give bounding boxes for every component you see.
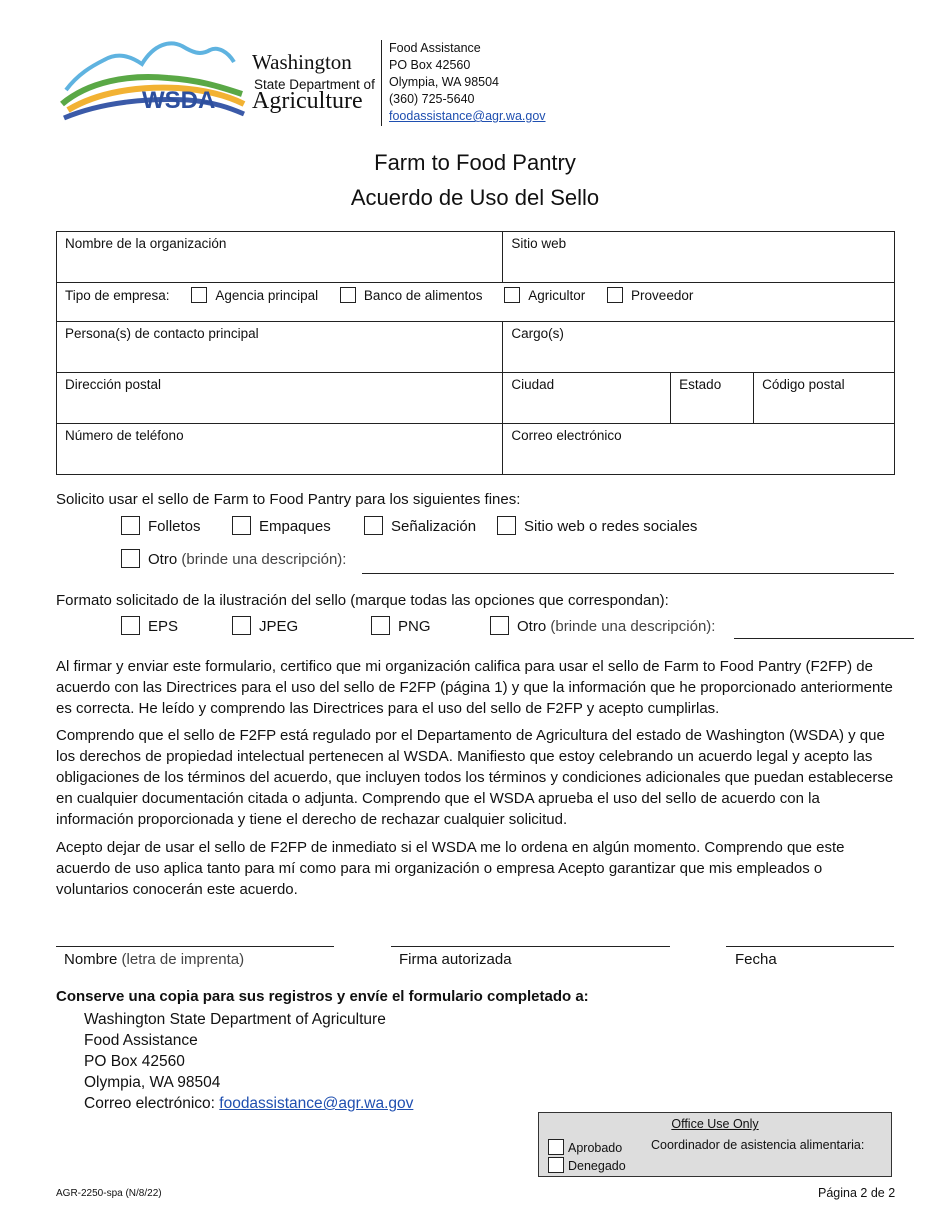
contact-person-field[interactable] bbox=[57, 322, 503, 373]
name-caption bbox=[64, 949, 244, 970]
date-line[interactable] bbox=[726, 946, 894, 947]
format-other bbox=[490, 616, 715, 637]
name-label: Nombre bbox=[64, 951, 118, 968]
office-title: Office Use Only bbox=[671, 1117, 759, 1131]
mailing-line1: Washington State Department of Agriculture bbox=[84, 1011, 386, 1028]
mailing-email-link[interactable]: foodassistance@agr.wa.gov bbox=[219, 1095, 414, 1112]
mailing-line4: Olympia, WA 98504 bbox=[84, 1074, 221, 1091]
format-other-label: Otro bbox=[517, 618, 547, 635]
signature-label: Firma autorizada bbox=[399, 951, 512, 968]
mailing-email-label: Correo electrónico: bbox=[84, 1095, 215, 1112]
contact-box: PO Box 42560 bbox=[389, 58, 471, 72]
mailing-instruction: Conserve una copia para sus registros y envíe el formulario completado a: bbox=[56, 988, 589, 1005]
jpeg-label: JPEG bbox=[259, 618, 299, 635]
position-field[interactable] bbox=[503, 322, 895, 373]
signage-label: Señalización bbox=[391, 518, 477, 535]
denied-label: Denegado bbox=[568, 1159, 626, 1173]
vendor-checkbox[interactable] bbox=[607, 287, 623, 303]
business-type-label: Tipo de empresa: bbox=[65, 288, 170, 303]
page-number: Página 2 de 2 bbox=[818, 1186, 896, 1200]
signage-checkbox[interactable] bbox=[364, 516, 383, 535]
agreement-paragraph-1: Al firmar y enviar este formulario, certifico que mi organización califica para usar el sello de Farm to Food Pantry (F2FP) de acuerdo con las Directrices para el uso del sello de F2FP (página 1) y que la información que he proporcionado anteriormente es correcta. He leído y comprendo las Directrices para el uso del sello de F2FP y acepto cumplirlas. bbox=[56, 658, 893, 717]
purpose-option bbox=[364, 516, 476, 537]
brand-agriculture: Agriculture bbox=[252, 88, 363, 114]
jpeg-checkbox[interactable] bbox=[232, 616, 251, 635]
header-divider bbox=[381, 40, 382, 126]
approved-option bbox=[548, 1139, 622, 1155]
contact-city: Olympia, WA 98504 bbox=[389, 75, 500, 89]
form-id: AGR-2250-spa (N/8/22) bbox=[56, 1188, 162, 1199]
purpose-other-input[interactable] bbox=[362, 573, 894, 574]
denied-option bbox=[548, 1157, 626, 1173]
vendor-label: Proveedor bbox=[631, 288, 694, 303]
purpose-option bbox=[232, 516, 331, 537]
formats-prompt: Formato solicitado de la ilustración del sello (marque todas las opciones que correspondan): bbox=[56, 592, 669, 609]
format-other-checkbox[interactable] bbox=[490, 616, 509, 635]
format-option bbox=[232, 616, 298, 637]
signature-line[interactable] bbox=[391, 946, 670, 947]
food-bank-checkbox[interactable] bbox=[340, 287, 356, 303]
png-label: PNG bbox=[398, 618, 431, 635]
org-name-field[interactable] bbox=[57, 232, 503, 283]
mailing-line3: PO Box 42560 bbox=[84, 1053, 185, 1070]
date-label: Fecha bbox=[735, 951, 777, 968]
city-label: Ciudad bbox=[511, 377, 555, 392]
agreement-paragraph-2: Comprendo que el sello de F2FP está regulado por el Departamento de Agricultura del estado de Washington (WSDA) y que los derechos de propiedad intelectual pertenecen al WSDA. Manifiesto que estoy celebrando un acuerdo legal y acepto las obligaciones de los términos del acuerdo, que incluyen todos los términos y condiciones adicionales que puedan establecerse en cualquier documentación citada o adjunta. Comprendo que el WSDA aprueba el uso del sello de acuerdo con la información proporcionada y tiene el derecho de rechazar cualquier solicitud. bbox=[56, 727, 894, 828]
mailing-address bbox=[84, 1009, 413, 1114]
business-type-option bbox=[191, 288, 318, 303]
format-other-input[interactable] bbox=[734, 638, 914, 639]
farmer-checkbox[interactable] bbox=[504, 287, 520, 303]
name-line[interactable] bbox=[56, 946, 334, 947]
eps-checkbox[interactable] bbox=[121, 616, 140, 635]
format-option bbox=[371, 616, 431, 637]
office-use-box bbox=[538, 1112, 892, 1177]
packaging-checkbox[interactable] bbox=[232, 516, 251, 535]
zip-label: Código postal bbox=[762, 377, 845, 392]
header-contact bbox=[389, 40, 546, 125]
website-field[interactable] bbox=[503, 232, 895, 283]
email-label: Correo electrónico bbox=[511, 428, 622, 443]
purpose-other-hint: (brinde una descripción): bbox=[181, 551, 347, 568]
eps-label: EPS bbox=[148, 618, 179, 635]
position-label: Cargo(s) bbox=[511, 326, 564, 341]
coordinator-label: Coordinador de asistencia alimentaria: bbox=[651, 1138, 865, 1152]
zip-field[interactable] bbox=[754, 373, 895, 424]
food-bank-label: Banco de alimentos bbox=[363, 288, 483, 303]
website-social-label: Sitio web o redes sociales bbox=[524, 518, 698, 535]
packaging-label: Empaques bbox=[259, 518, 331, 535]
purpose-option bbox=[497, 516, 697, 537]
wsda-logo bbox=[58, 38, 246, 122]
website-label: Sitio web bbox=[511, 236, 567, 251]
contact-email-link[interactable]: foodassistance@agr.wa.gov bbox=[389, 109, 546, 123]
org-name-label: Nombre de la organización bbox=[65, 236, 227, 251]
mailing-address-field[interactable] bbox=[57, 373, 503, 424]
title-line2: Acuerdo de Uso del Sello bbox=[350, 185, 600, 210]
purpose-other-label: Otro bbox=[148, 551, 178, 568]
business-type-row bbox=[57, 283, 895, 322]
state-label: Estado bbox=[679, 377, 722, 392]
state-field[interactable] bbox=[671, 373, 754, 424]
contact-phone: (360) 725-5640 bbox=[389, 92, 475, 106]
purpose-other bbox=[121, 549, 346, 570]
organization-form bbox=[56, 231, 895, 475]
purpose-option bbox=[121, 516, 201, 537]
city-field[interactable] bbox=[503, 373, 671, 424]
farmer-label: Agricultor bbox=[528, 288, 586, 303]
agency-checkbox[interactable] bbox=[191, 287, 207, 303]
mailing-email-row bbox=[84, 1093, 413, 1114]
email-field[interactable] bbox=[503, 424, 895, 475]
business-type-option bbox=[504, 288, 585, 303]
phone-label: Número de teléfono bbox=[65, 428, 184, 443]
approved-checkbox[interactable] bbox=[548, 1139, 564, 1155]
brand-washington: Washington bbox=[252, 50, 352, 74]
logo-wordmark: WSDA bbox=[142, 87, 216, 114]
title-line1: Farm to Food Pantry bbox=[374, 150, 576, 175]
agreement-paragraph-3: Acepto dejar de usar el sello de F2FP de inmediato si el WSDA me lo ordena en algún momento. Comprendo que este acuerdo de uso aplica tanto para mí como para mi organización o empresa Acepto garantizar que mis empleados o voluntarios conocerán este acuerdo. bbox=[56, 839, 845, 898]
denied-checkbox[interactable] bbox=[548, 1157, 564, 1173]
contact-dept: Food Assistance bbox=[389, 41, 481, 55]
purposes-prompt: Solicito usar el sello de Farm to Food Pantry para los siguientes fines: bbox=[56, 491, 521, 508]
brochures-checkbox[interactable] bbox=[121, 516, 140, 535]
phone-field[interactable] bbox=[57, 424, 503, 475]
business-type-option bbox=[607, 288, 693, 303]
approved-label: Aprobado bbox=[568, 1141, 623, 1155]
website-social-checkbox[interactable] bbox=[497, 516, 516, 535]
mailing-line2: Food Assistance bbox=[84, 1032, 198, 1049]
mailing-address-label: Dirección postal bbox=[65, 377, 162, 392]
format-option bbox=[121, 616, 178, 637]
brochures-label: Folletos bbox=[148, 518, 201, 535]
brand-state-dept: State Department of bbox=[254, 77, 375, 92]
contact-person-label: Persona(s) de contacto principal bbox=[65, 326, 259, 341]
purpose-other-checkbox[interactable] bbox=[121, 549, 140, 568]
name-hint: (letra de imprenta) bbox=[121, 951, 245, 968]
png-checkbox[interactable] bbox=[371, 616, 390, 635]
agency-label: Agencia principal bbox=[215, 288, 319, 303]
format-other-hint: (brinde una descripción): bbox=[550, 618, 716, 635]
business-type-option bbox=[340, 288, 483, 303]
